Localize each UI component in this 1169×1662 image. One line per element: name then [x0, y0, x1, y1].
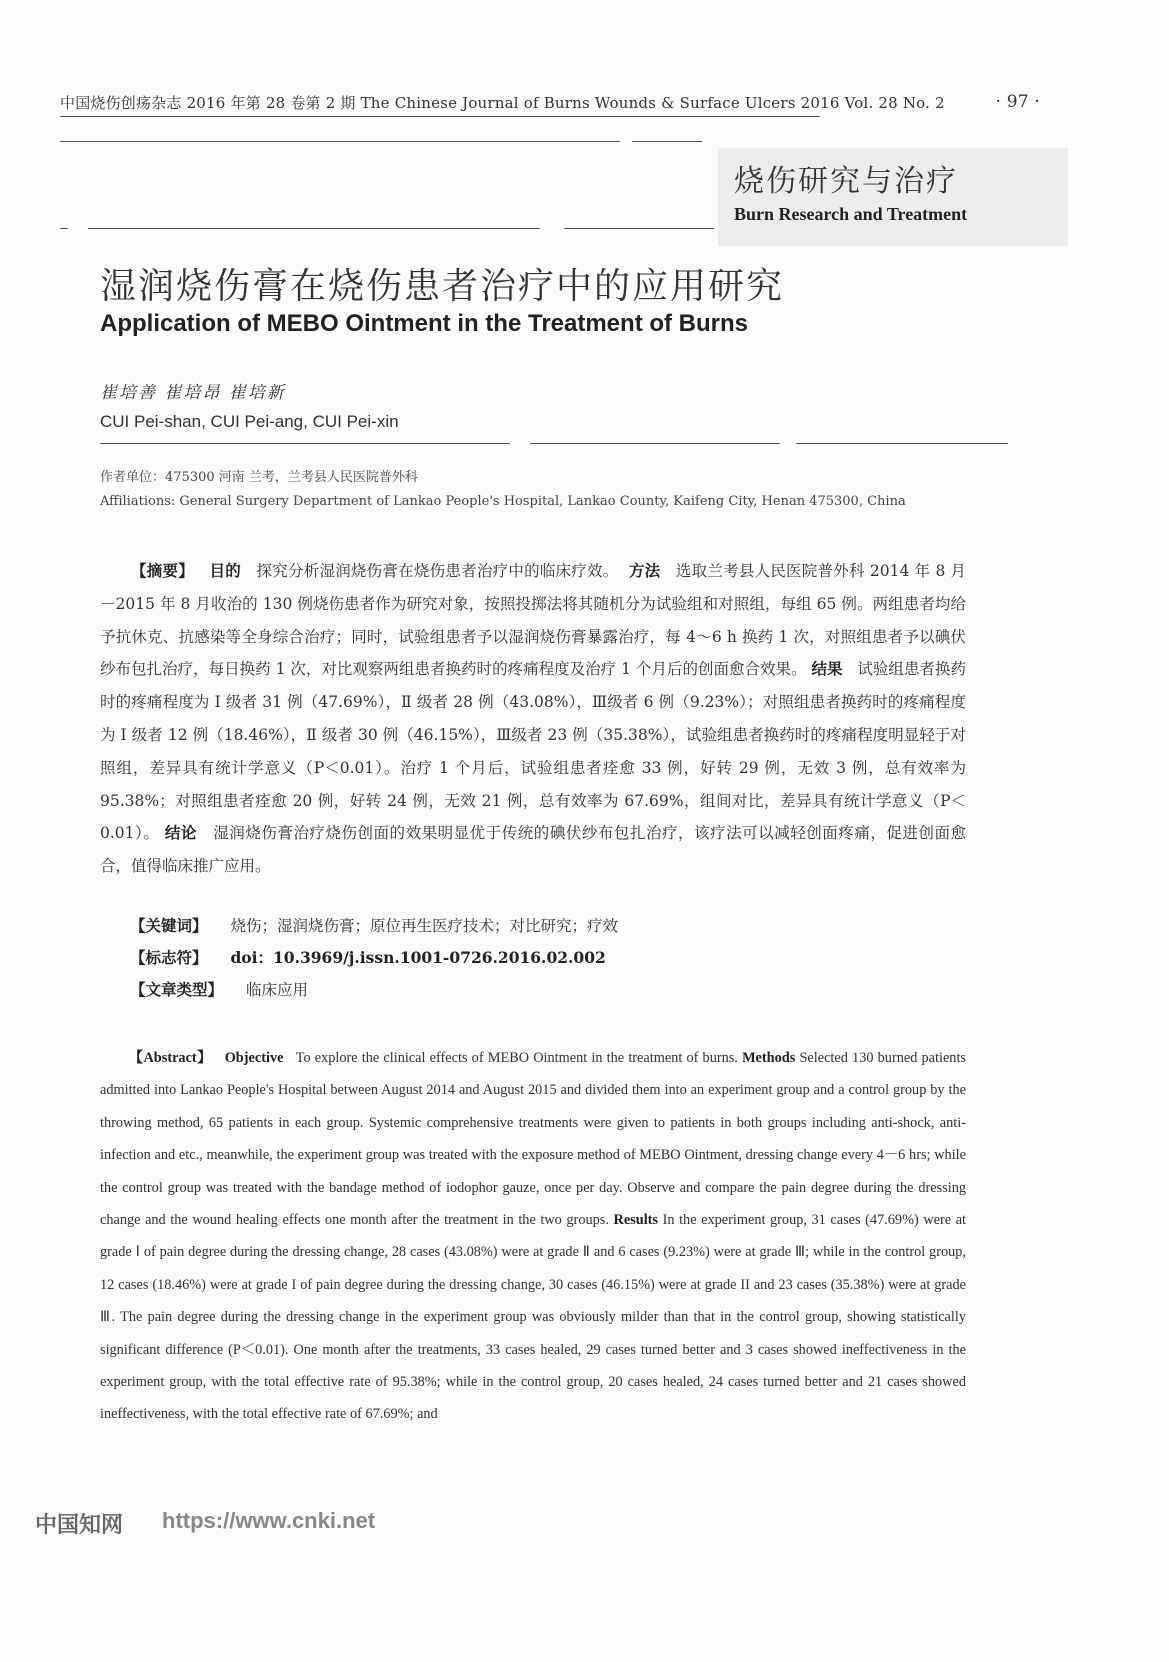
- cnki-url-link[interactable]: https://www.cnki.net: [162, 1508, 376, 1533]
- results-en-text: In the experiment group, 31 cases (47.69%) were at grade Ⅰ of pain degree during the dressing change, 28 cases (43.08%) were at grade Ⅱ and 6 cases (9.23%) were at grade Ⅲ; while in the control group, 12 cases (18.46%) were at grade I of pain degree during the dressing change, 30 cases (46.15%) were at grade II and 23 cases (35.38%) were at grade Ⅲ. The pain degree during the dressing change in the experiment group was obviously milder than that in the control group, showing statistically significant difference (P＜0.01). One month after the treatments, 33 cases healed, 29 cases turned better and 3 cases showed ineffectiveness in the experiment group, with the total effective rate of 95.38%; while in the control group, 20 cases healed, 24 cases turned better and 21 cases showed ineffectiveness, with the total effective rate of 67.69%; and: [100, 1212, 967, 1423]
- keywords: [130, 914, 618, 936]
- authors-cn: 崔培善 崔培昂 崔培新: [100, 383, 286, 403]
- page-number: · 97 ·: [995, 92, 1040, 112]
- results-label: 结果: [811, 659, 843, 679]
- article-type-label: 【文章类型】: [130, 980, 224, 999]
- article-type: [130, 978, 308, 1000]
- header-rule: [60, 116, 820, 117]
- journal-citation: 中国烧伤创疡杂志 2016 年第 28 卷第 2 期 The Chinese Journal of Burns Wounds & Surface Ulcers 2016 Vol. 28 No. 2: [60, 94, 945, 112]
- conclusion-text: 湿润烧伤膏治疗烧伤创面的效果明显优于传统的碘伏纱布包扎治疗，该疗法可以减轻创面疼痛，促进创面愈合，值得临床推广应用。: [100, 824, 966, 876]
- authors-en: CUI Pei-shan, CUI Pei-ang, CUI Pei-xin: [100, 412, 399, 431]
- methods-en-label: Methods: [742, 1050, 796, 1066]
- running-head: [60, 92, 1040, 113]
- methods-text: 选取兰考县人民医院普外科 2014 年 8 月－2015 年 8 月收治的 130 例烧伤患者作为研究对象，按照投掷法将其随机分为试验组和对照组，每组 65 例。两组患者均给予抗休克、抗感染等全身综合治疗；同时，试验组患者予以湿润烧伤膏暴露治疗，每 4～6 h 换药 1 次，对照组患者予以碘伏纱布包扎治疗，每日换药 1 次，对比观察两组患者换药时的疼痛程度及治疗 1 个月后的创面愈合效果。: [100, 562, 966, 679]
- abstract-cn: [100, 555, 966, 883]
- divider: [100, 443, 510, 444]
- affiliation-en: Affiliations: General Surgery Department of Lankao People's Hospital, Lankao County, Kaifeng City, Henan 475300, China: [100, 494, 906, 509]
- objective-en-text: To explore the clinical effects of MEBO Ointment in the treatment of burns.: [295, 1050, 738, 1066]
- divider: [796, 443, 1008, 444]
- divider: [564, 228, 714, 229]
- objective-en-label: Objective: [224, 1050, 284, 1066]
- methods-en-text: Selected 130 burned patients admitted into Lankao People's Hospital between August 2014 and August 2015 and divided them into an experiment group and a control group by the throwing method, 65 patients in each group. Systemic comprehensive treatments were given to patients in both groups including anti-shock, anti-infection and etc., meanwhile, the experiment group was treated with the exposure method of MEBO Ointment, dressing change every 4－6 hrs; while the control group was treated with the bandage method of iodophor gauze, once per day. Observe and compare the pain degree during the dressing change and the wound healing effects one month after the treatment in the two groups.: [100, 1050, 966, 1229]
- section-title-cn: 烧伤研究与治疗: [734, 164, 958, 199]
- doi: [130, 946, 606, 968]
- keywords-label: 【关键词】: [130, 916, 208, 935]
- article-title-en: Application of MEBO Ointment in the Treatment of Burns: [100, 310, 749, 337]
- divider: [632, 141, 702, 142]
- article-type-value: 临床应用: [245, 981, 308, 999]
- divider: [530, 443, 780, 444]
- section-title-en: Burn Research and Treatment: [734, 204, 968, 224]
- section-banner: [718, 148, 1068, 246]
- results-en-label: Results: [613, 1212, 658, 1229]
- divider: [60, 228, 68, 229]
- abstract-en-label: 【Abstract】: [128, 1050, 213, 1066]
- doi-value: doi：10.3969/j.issn.1001-0726.2016.02.002: [230, 948, 606, 967]
- keywords-value: 烧伤；湿润烧伤膏；原位再生医疗技术；对比研究；疗效: [230, 917, 618, 935]
- affiliation-cn: 作者单位：475300 河南 兰考，兰考县人民医院普外科: [100, 470, 418, 485]
- results-text: 试验组患者换药时的疼痛程度为 Ⅰ 级者 31 例（47.69%），Ⅱ 级者 28 例（43.08%），Ⅲ级者 6 例（9.23%）；对照组患者换药时的疼痛程度为 Ⅰ 级者 12 例（18.46%），Ⅱ 级者 30 例（46.15%），Ⅲ级者 23 例（35.38%），试验组患者换药时的疼痛程度明显轻于对照组，差异具有统计学意义（P＜0.01）。治疗 1 个月后，试验组患者痊愈 33 例，好转 29 例，无效 3 例，总有效率为 95.38%；对照组患者痊愈 20 例，好转 24 例，无效 21 例，总有效率为 67.69%，组间对比，差异具有统计学意义（P＜0.01）。: [100, 660, 966, 843]
- doi-label: 【标志符】: [130, 948, 208, 967]
- methods-label: 方法: [628, 561, 661, 580]
- abstract-en: [100, 1042, 966, 1431]
- divider: [88, 228, 540, 229]
- conclusion-label: 结论: [164, 823, 197, 843]
- objective-label: 目的: [209, 561, 241, 580]
- divider: [60, 141, 620, 142]
- cnki-logo[interactable]: 中国知网: [35, 1512, 124, 1537]
- objective-text: 探究分析湿润烧伤膏在烧伤患者治疗中的临床疗效。: [256, 562, 619, 580]
- article-title-cn: 湿润烧伤膏在烧伤患者治疗中的应用研究: [100, 266, 785, 307]
- abstract-label: 【摘要】: [131, 561, 194, 580]
